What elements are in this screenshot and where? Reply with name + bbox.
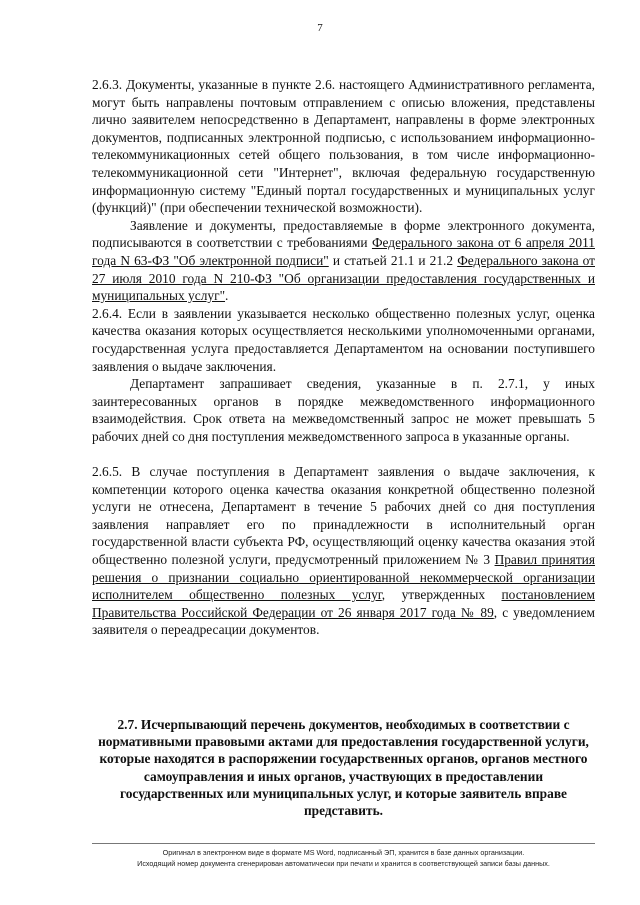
paragraph-2-6-3: 2.6.3. Документы, указанные в пункте 2.6. настоящего Административного регламента, могут быть направлены почтовым отправлением с описью вложения, представлены лично заявителем непосредственно в Департамент, направлены в форме электронных документов, подписанных электронной подписью, с использованием информационно-телекоммуникационных сетей общего пользования, в том числе информационно-телекоммуникационной сети "Интернет", включая федеральную государственную информационную систему "Единый портал государственных и муниципальных услуг (функций)" (при обеспечении технической возможности). (92, 77, 595, 216)
paragraph-gap (92, 445, 595, 463)
paragraph-text: , с уведомлением заявителя о переадресации документов. (92, 604, 595, 638)
paragraph-2-6-5 (92, 463, 595, 639)
paragraph-2-6-4: 2.6.4. Если в заявлении указывается несколько общественно полезных услуг, оценка качества оказания которых осуществляется несколькими уполномоченными органами, государственная услуга предоставляется Департаментом на основании поступившего заявления о выдаче заключения. (92, 305, 595, 374)
page-number: 7 (317, 22, 323, 34)
page-footer (92, 848, 595, 869)
paragraph-interagency-request: Департамент запрашивает сведения, указанные в п. 2.7.1, у иных заинтересованных органов в порядке межведомственного информационного взаимодействия. Срок ответа на межведомственный запрос не может превышать 5 рабочих дней со дня поступления межведомственного запроса в указанные органы. (92, 376, 595, 444)
rules-decision-link[interactable]: Правил принятия решения о признании социально ориентированной некоммерческой организации исполнителем общественно полезных услуг (92, 552, 596, 603)
paragraph-text: , утвержденных (381, 587, 502, 603)
law-210-fz-link[interactable]: Федерального закона от 27 июля 2010 года N 210-ФЗ "Об организации предоставления государственных и муниципальных услуг" (92, 252, 595, 304)
paragraph-text: Заявление и документы, предоставляемые в форме электронного документа, подписываются в соответствии с требованиями (92, 217, 595, 251)
paragraph-text: 2.6.5. В случае поступления в Департамент заявления о выдаче заключения, к компетенции которого оценка качества оказания конкретной общественно полезной услуги не отнесена, Департамент в течение 5 рабочих дней со дня поступления заявления направляет его по принадлежности в исполнительный орган государственной власти субъекта РФ, осуществляющий оценку качества оказания этой общественно полезной услуги, предусмотренный приложением № 3 (92, 464, 595, 568)
section-heading-2-7: 2.7. Исчерпывающий перечень документов, необходимых в соответствии с нормативными правовыми актами для предоставления государственной услуги, которые находятся в распоряжении государственных органов, органов местного самоуправления и иных органов, участвующих в предоставлении государственных или муниципальных услуг, и которые заявитель вправе представить. (98, 717, 589, 819)
paragraph-text: и статьей 21.1 и 21.2 (328, 252, 458, 268)
footer-divider (92, 843, 595, 844)
footer-line-outgoing-number: Исходящий номер документа сгенерирован автоматически при печати и хранится в соответствующей записи базы данных. (137, 858, 550, 868)
paragraph-text: . (225, 288, 229, 304)
law-63-fz-link[interactable]: Федерального закона от 6 апреля 2011 года N 63-ФЗ "Об электронной подписи" (92, 235, 595, 268)
government-resolution-89-link[interactable]: постановлением Правительства Российской Федерации от 26 января 2017 года № 89 (92, 587, 595, 620)
footer-line-original: Оригинал в электронном виде в формате MS Word, подписанный ЭП, хранится в базе данных организации. (162, 848, 525, 857)
document-body (92, 76, 595, 639)
paragraph-electronic-signature (92, 217, 595, 305)
